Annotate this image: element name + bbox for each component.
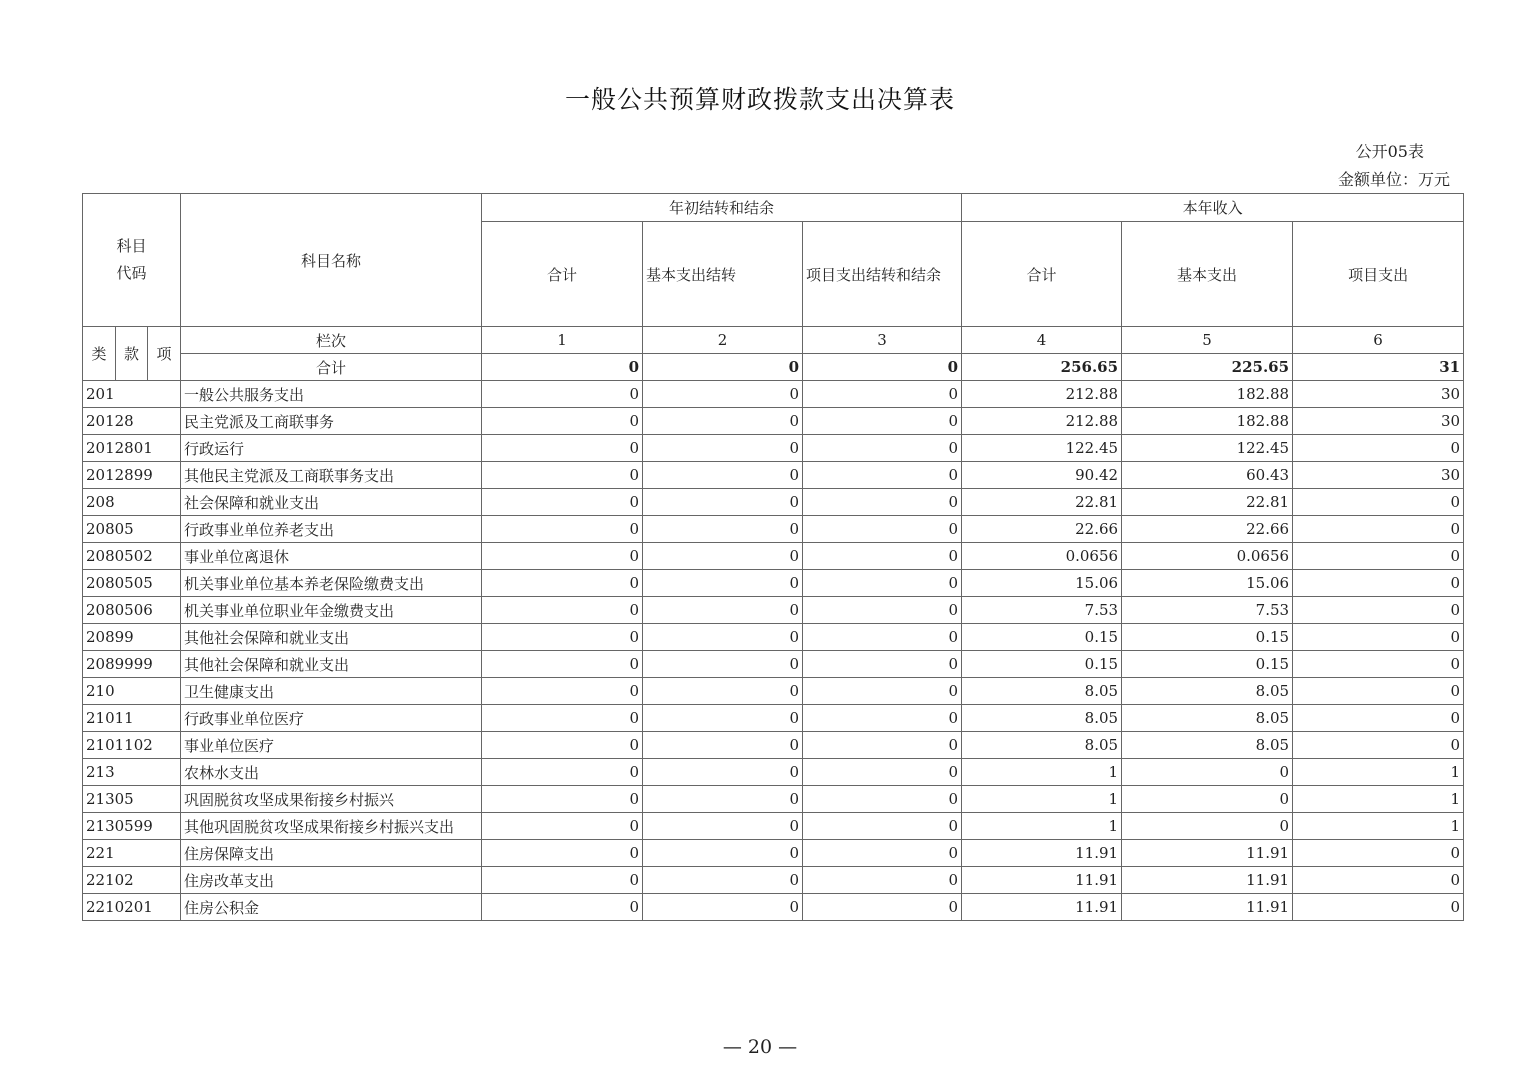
header-group-row <box>83 194 1464 222</box>
total-value: 0 <box>482 354 643 381</box>
subject-name: 其他巩固脱贫攻坚成果衔接乡村振兴支出 <box>181 813 482 840</box>
amount-cell: 0 <box>643 840 803 867</box>
amount-cell: 0 <box>482 759 643 786</box>
amount-cell: 60.43 <box>1122 462 1293 489</box>
amount-cell: 0 <box>482 813 643 840</box>
amount-cell: 11.91 <box>1122 867 1293 894</box>
amount-cell: 0 <box>803 894 962 921</box>
amount-cell: 22.66 <box>1122 516 1293 543</box>
basic-carry-header: 基本支出结转 <box>643 222 803 327</box>
table-row <box>83 786 1464 813</box>
subject-code-label-line2: 代码 <box>116 264 147 282</box>
subject-code: 2080502 <box>83 543 181 570</box>
table-row <box>83 678 1464 705</box>
page-title: 一般公共预算财政拨款支出决算表 <box>564 85 955 114</box>
subject-code: 20899 <box>83 624 181 651</box>
amount-cell: 8.05 <box>962 678 1122 705</box>
amount-cell: 0 <box>803 543 962 570</box>
total-value: 0 <box>643 354 803 381</box>
amount-cell: 0 <box>482 705 643 732</box>
subject-name: 其他社会保障和就业支出 <box>181 651 482 678</box>
amount-cell: 0 <box>803 435 962 462</box>
subject-code: 20805 <box>83 516 181 543</box>
amount-cell: 8.05 <box>962 732 1122 759</box>
amount-cell: 22.66 <box>962 516 1122 543</box>
carry-total-header: 合计 <box>482 222 643 327</box>
amount-cell: 8.05 <box>1122 678 1293 705</box>
amount-cell: 0 <box>643 381 803 408</box>
amount-cell: 0 <box>482 624 643 651</box>
amount-cell: 0 <box>1293 543 1464 570</box>
subject-code: 2210201 <box>83 894 181 921</box>
amount-cell: 122.45 <box>962 435 1122 462</box>
amount-cell: 8.05 <box>1122 732 1293 759</box>
xiang-header: 项 <box>148 327 181 381</box>
table-row <box>83 705 1464 732</box>
subject-code: 201 <box>83 381 181 408</box>
amount-cell: 30 <box>1293 408 1464 435</box>
income-group-header: 本年收入 <box>962 194 1464 222</box>
amount-cell: 0 <box>643 651 803 678</box>
subject-code: 22102 <box>83 867 181 894</box>
subject-name: 住房保障支出 <box>181 840 482 867</box>
subject-code: 2012801 <box>83 435 181 462</box>
amount-cell: 0 <box>643 462 803 489</box>
subject-name: 社会保障和就业支出 <box>181 489 482 516</box>
amount-cell: 15.06 <box>962 570 1122 597</box>
amount-cell: 0 <box>643 543 803 570</box>
amount-cell: 0 <box>482 840 643 867</box>
amount-cell: 0 <box>643 597 803 624</box>
table-row <box>83 624 1464 651</box>
amount-cell: 0 <box>1293 705 1464 732</box>
amount-cell: 11.91 <box>962 894 1122 921</box>
table-row <box>83 759 1464 786</box>
amount-cell: 8.05 <box>1122 705 1293 732</box>
subject-name: 事业单位医疗 <box>181 732 482 759</box>
amount-cell: 8.05 <box>962 705 1122 732</box>
amount-cell: 11.91 <box>1122 894 1293 921</box>
amount-cell: 0 <box>482 678 643 705</box>
column-index-row <box>83 327 1464 354</box>
amount-cell: 0 <box>643 705 803 732</box>
amount-cell: 0 <box>1293 732 1464 759</box>
column-index: 3 <box>803 327 962 354</box>
total-value: 0 <box>803 354 962 381</box>
amount-cell: 0 <box>803 867 962 894</box>
unit-label: 金额单位：万元 <box>1337 170 1450 189</box>
subject-name: 住房改革支出 <box>181 867 482 894</box>
amount-cell: 0.0656 <box>962 543 1122 570</box>
subject-name: 其他社会保障和就业支出 <box>181 624 482 651</box>
amount-cell: 122.45 <box>1122 435 1293 462</box>
amount-cell: 7.53 <box>1122 597 1293 624</box>
amount-cell: 0 <box>482 894 643 921</box>
amount-cell: 0.15 <box>962 624 1122 651</box>
amount-cell: 0.15 <box>962 651 1122 678</box>
table-row <box>83 867 1464 894</box>
subject-code: 213 <box>83 759 181 786</box>
amount-cell: 0 <box>482 543 643 570</box>
amount-cell: 0.15 <box>1122 624 1293 651</box>
amount-cell: 0 <box>803 813 962 840</box>
amount-cell: 0 <box>1122 759 1293 786</box>
amount-cell: 0 <box>803 759 962 786</box>
amount-cell: 0 <box>643 489 803 516</box>
table-row <box>83 381 1464 408</box>
lei-header: 类 <box>83 327 116 381</box>
amount-cell: 0 <box>643 732 803 759</box>
amount-cell: 7.53 <box>962 597 1122 624</box>
amount-cell: 0 <box>1293 651 1464 678</box>
amount-cell: 0 <box>482 732 643 759</box>
table-row <box>83 894 1464 921</box>
amount-cell: 0 <box>482 381 643 408</box>
amount-cell: 0 <box>643 867 803 894</box>
amount-cell: 212.88 <box>962 408 1122 435</box>
amount-cell: 0 <box>643 894 803 921</box>
amount-cell: 0 <box>803 705 962 732</box>
project-expense-header: 项目支出 <box>1293 222 1464 327</box>
amount-cell: 0 <box>803 489 962 516</box>
amount-cell: 0 <box>803 381 962 408</box>
table-row <box>83 840 1464 867</box>
subject-code: 2130599 <box>83 813 181 840</box>
table-row <box>83 597 1464 624</box>
amount-cell: 0 <box>482 570 643 597</box>
amount-cell: 1 <box>1293 813 1464 840</box>
amount-cell: 0 <box>1293 489 1464 516</box>
amount-cell: 0 <box>803 651 962 678</box>
amount-cell: 0 <box>482 462 643 489</box>
carry-over-group-header: 年初结转和结余 <box>482 194 962 222</box>
subject-name: 行政事业单位医疗 <box>181 705 482 732</box>
subject-code: 21305 <box>83 786 181 813</box>
amount-cell: 0 <box>1293 867 1464 894</box>
column-index: 1 <box>482 327 643 354</box>
amount-cell: 15.06 <box>1122 570 1293 597</box>
table-row <box>83 543 1464 570</box>
subject-name: 巩固脱贫攻坚成果衔接乡村振兴 <box>181 786 482 813</box>
budget-table <box>82 193 1464 921</box>
amount-cell: 11.91 <box>962 840 1122 867</box>
amount-cell: 0 <box>803 840 962 867</box>
amount-cell: 0 <box>643 786 803 813</box>
table-row <box>83 408 1464 435</box>
amount-cell: 1 <box>962 813 1122 840</box>
total-value: 256.65 <box>962 354 1122 381</box>
amount-cell: 0 <box>803 597 962 624</box>
amount-cell: 182.88 <box>1122 408 1293 435</box>
amount-cell: 0 <box>643 435 803 462</box>
amount-cell: 0 <box>803 570 962 597</box>
amount-cell: 0 <box>643 516 803 543</box>
amount-cell: 0 <box>1293 435 1464 462</box>
amount-cell: 0.15 <box>1122 651 1293 678</box>
income-total-header: 合计 <box>962 222 1122 327</box>
table-row <box>83 462 1464 489</box>
subject-name: 机关事业单位基本养老保险缴费支出 <box>181 570 482 597</box>
lanci-label: 栏次 <box>181 327 482 354</box>
amount-cell: 0 <box>482 651 643 678</box>
subject-name: 一般公共服务支出 <box>181 381 482 408</box>
subject-code: 2089999 <box>83 651 181 678</box>
amount-cell: 0 <box>643 624 803 651</box>
subject-name: 其他民主党派及工商联事务支出 <box>181 462 482 489</box>
amount-cell: 0 <box>1293 624 1464 651</box>
subject-code: 2012899 <box>83 462 181 489</box>
amount-cell: 30 <box>1293 462 1464 489</box>
amount-cell: 0 <box>643 408 803 435</box>
project-carry-header: 项目支出结转和结余 <box>803 222 962 327</box>
amount-cell: 0.0656 <box>1122 543 1293 570</box>
total-label: 合计 <box>181 354 482 381</box>
amount-cell: 0 <box>1293 840 1464 867</box>
subject-name: 机关事业单位职业年金缴费支出 <box>181 597 482 624</box>
subject-name: 事业单位离退休 <box>181 543 482 570</box>
table-row <box>83 732 1464 759</box>
subject-name: 行政事业单位养老支出 <box>181 516 482 543</box>
amount-cell: 0 <box>643 678 803 705</box>
subject-code: 221 <box>83 840 181 867</box>
amount-cell: 22.81 <box>962 489 1122 516</box>
total-value: 31 <box>1293 354 1464 381</box>
amount-cell: 0 <box>482 597 643 624</box>
amount-cell: 0 <box>482 435 643 462</box>
kuan-header: 款 <box>116 327 148 381</box>
amount-cell: 0 <box>1293 678 1464 705</box>
amount-cell: 11.91 <box>1122 840 1293 867</box>
total-value: 225.65 <box>1122 354 1293 381</box>
table-row <box>83 570 1464 597</box>
subject-code: 21011 <box>83 705 181 732</box>
amount-cell: 90.42 <box>962 462 1122 489</box>
amount-cell: 11.91 <box>962 867 1122 894</box>
subject-code: 2080505 <box>83 570 181 597</box>
subject-code: 210 <box>83 678 181 705</box>
amount-cell: 1 <box>1293 759 1464 786</box>
amount-cell: 1 <box>962 759 1122 786</box>
page-number: — 20 — <box>722 1036 798 1058</box>
amount-cell: 0 <box>1293 597 1464 624</box>
amount-cell: 0 <box>1293 516 1464 543</box>
column-index: 6 <box>1293 327 1464 354</box>
table-row <box>83 435 1464 462</box>
amount-cell: 0 <box>803 408 962 435</box>
amount-cell: 0 <box>1293 894 1464 921</box>
subject-code: 2101102 <box>83 732 181 759</box>
column-index: 4 <box>962 327 1122 354</box>
table-row <box>83 489 1464 516</box>
amount-cell: 30 <box>1293 381 1464 408</box>
subject-code-label-line1: 科目 <box>116 237 147 255</box>
table-code-label: 公开05表 <box>1355 142 1424 161</box>
amount-cell: 0 <box>1122 786 1293 813</box>
amount-cell: 0 <box>482 516 643 543</box>
amount-cell: 0 <box>803 732 962 759</box>
amount-cell: 0 <box>482 786 643 813</box>
subject-name: 农林水支出 <box>181 759 482 786</box>
amount-cell: 0 <box>643 570 803 597</box>
amount-cell: 0 <box>482 408 643 435</box>
table-row <box>83 813 1464 840</box>
subject-code-header <box>83 194 181 327</box>
amount-cell: 0 <box>643 759 803 786</box>
subject-code: 208 <box>83 489 181 516</box>
subject-code: 2080506 <box>83 597 181 624</box>
amount-cell: 0 <box>803 786 962 813</box>
amount-cell: 0 <box>803 462 962 489</box>
amount-cell: 0 <box>803 624 962 651</box>
column-index: 5 <box>1122 327 1293 354</box>
subject-name: 卫生健康支出 <box>181 678 482 705</box>
subject-name: 行政运行 <box>181 435 482 462</box>
amount-cell: 0 <box>643 813 803 840</box>
amount-cell: 0 <box>482 489 643 516</box>
subject-code: 20128 <box>83 408 181 435</box>
amount-cell: 0 <box>803 516 962 543</box>
subject-name: 民主党派及工商联事务 <box>181 408 482 435</box>
amount-cell: 1 <box>1293 786 1464 813</box>
table-row <box>83 516 1464 543</box>
amount-cell: 0 <box>803 678 962 705</box>
amount-cell: 1 <box>962 786 1122 813</box>
subject-name: 住房公积金 <box>181 894 482 921</box>
amount-cell: 0 <box>482 867 643 894</box>
total-row <box>83 354 1464 381</box>
column-index: 2 <box>643 327 803 354</box>
subject-name-header: 科目名称 <box>181 194 482 327</box>
amount-cell: 0 <box>1293 570 1464 597</box>
amount-cell: 182.88 <box>1122 381 1293 408</box>
table-row <box>83 651 1464 678</box>
amount-cell: 22.81 <box>1122 489 1293 516</box>
basic-expense-header: 基本支出 <box>1122 222 1293 327</box>
amount-cell: 212.88 <box>962 381 1122 408</box>
amount-cell: 0 <box>1122 813 1293 840</box>
